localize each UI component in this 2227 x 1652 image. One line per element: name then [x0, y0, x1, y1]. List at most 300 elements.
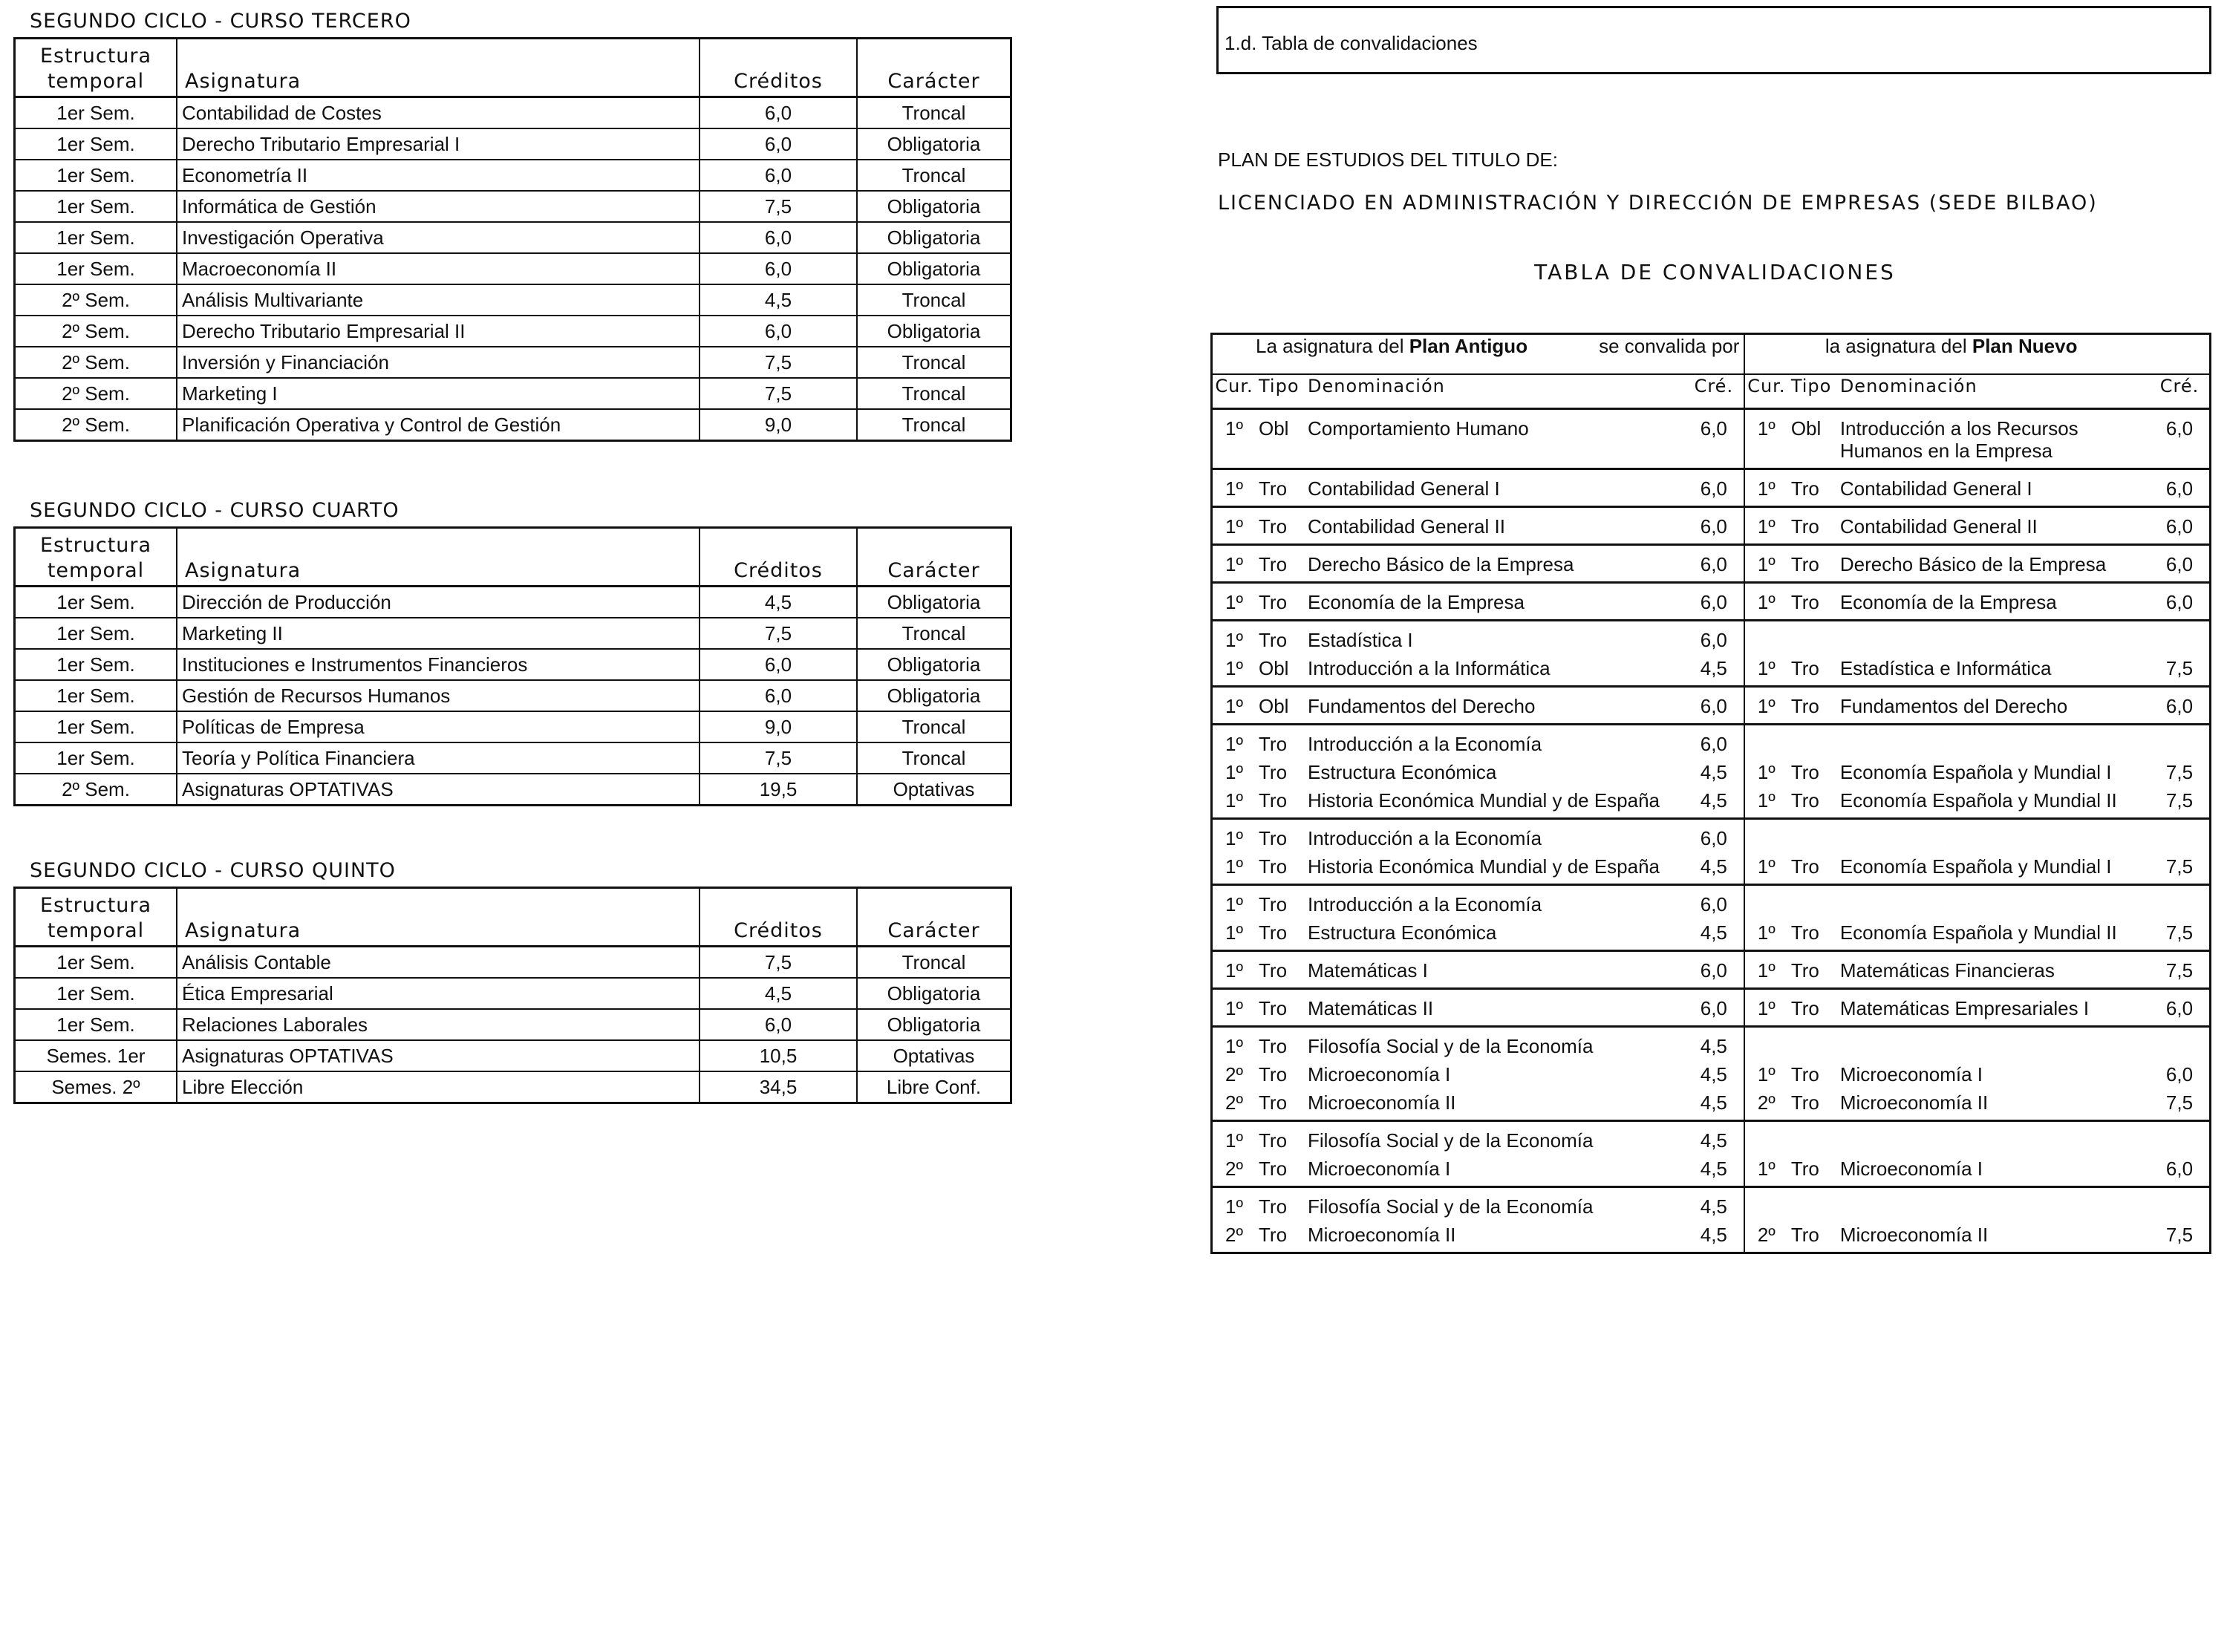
- subject-tipo: Tro: [1790, 591, 1819, 613]
- cell-semestre: 1er Sem.: [56, 591, 135, 613]
- subject-creditos: 4,5: [1700, 1063, 1727, 1085]
- convalidation-header-row: [1212, 334, 2211, 375]
- subject-line: [1745, 921, 2209, 944]
- subject-denominacion: Estadística e Informática: [1839, 657, 2052, 679]
- subject-line: [1745, 591, 2209, 613]
- cell-asignatura: Marketing II: [177, 618, 700, 649]
- subject-curso: 2º: [1757, 1224, 1776, 1246]
- subject-line: [1745, 1158, 2209, 1180]
- new-subjects-cell: [1744, 1187, 2211, 1253]
- table-row: [15, 222, 1011, 253]
- course-table: [13, 37, 1012, 442]
- subject-tipo: Tro: [1259, 1158, 1288, 1180]
- subject-tipo: Tro: [1790, 1063, 1819, 1085]
- subject-creditos: 6,0: [1700, 695, 1727, 717]
- subject-creditos: 6,0: [2165, 591, 2194, 613]
- subject-line: [1213, 893, 1744, 915]
- header-new-bold: Plan Nuevo: [1972, 335, 2078, 357]
- subject-tipo: Tro: [1259, 733, 1288, 755]
- subject-line: [1745, 1224, 2209, 1246]
- subject-tipo: Tro: [1790, 1224, 1819, 1246]
- header-new-prefix: la asignatura del: [1825, 335, 1972, 357]
- subheader-line: [1745, 375, 2209, 397]
- subject-curso: 1º: [1757, 1158, 1776, 1180]
- subject-tipo: Tro: [1259, 1035, 1288, 1057]
- subject-denominacion: Matemáticas II: [1308, 997, 1434, 1019]
- cell-caracter: Obligatoria: [857, 649, 1011, 680]
- subject-denominacion: Microeconomía I: [1308, 1158, 1451, 1180]
- subject-curso: 2º: [1225, 1158, 1243, 1180]
- convalidation-row: [1212, 951, 2211, 989]
- cell-semestre: 1er Sem.: [56, 102, 135, 124]
- subject-denominacion: Filosofía Social y de la Economía: [1308, 1129, 1594, 1152]
- subject-curso: 1º: [1225, 733, 1243, 755]
- cell-semestre: 1er Sem.: [15, 191, 177, 222]
- subject-denominacion: Economía de la Empresa: [1839, 591, 2057, 613]
- subject-line: [1213, 477, 1744, 500]
- subject-curso: 1º: [1757, 553, 1776, 575]
- subject-creditos: 4,5: [1700, 855, 1727, 878]
- convalidation-row: [1212, 687, 2211, 725]
- table-row: [15, 284, 1011, 316]
- subject-tipo: Obl: [1259, 417, 1289, 440]
- cell-semestre: 2º Sem.: [15, 409, 177, 441]
- subject-denominacion: Filosofía Social y de la Economía: [1308, 1035, 1594, 1057]
- subject-tipo: Tro: [1259, 959, 1288, 982]
- cell-semestre: 2º Sem.: [15, 347, 177, 378]
- subject-tipo: Tro: [1790, 553, 1819, 575]
- subject-line: [1213, 1195, 1744, 1218]
- subject-line: [1745, 959, 2209, 982]
- old-subjects-cell: [1212, 687, 1744, 725]
- header-old-bold: Plan Antiguo: [1409, 335, 1528, 357]
- cell-semestre: 1er Sem.: [15, 649, 177, 680]
- subject-curso: 1º: [1225, 553, 1243, 575]
- subject-line: [1213, 733, 1744, 755]
- subject-line: [1213, 1129, 1744, 1152]
- subject-creditos: 7,5: [2165, 657, 2194, 679]
- subject-curso: 1º: [1757, 789, 1776, 812]
- cell-semestre: 1er Sem.: [15, 128, 177, 160]
- subject-denominacion: Contabilidad General II: [1308, 515, 1505, 538]
- cell-semestre: 1er Sem.: [15, 618, 177, 649]
- subject-creditos: 4,5: [1700, 1224, 1727, 1246]
- table-title: TABLA DE CONVALIDACIONES: [1534, 260, 1896, 284]
- subject-tipo: Tro: [1259, 893, 1288, 915]
- subject-line: [1745, 855, 2209, 878]
- header-mid: se convalida por: [1599, 335, 1740, 357]
- table-row: [15, 378, 1011, 409]
- subject-line: [1745, 761, 2209, 783]
- table-row: [15, 128, 1011, 160]
- table-row: [15, 978, 1011, 1009]
- sub-cre: Cré.: [2159, 376, 2200, 396]
- header-estructura-line1: Estructura: [39, 894, 152, 917]
- cell-caracter: Troncal: [857, 284, 1011, 316]
- cell-creditos: 4,5: [700, 284, 857, 316]
- cell-caracter: Troncal: [857, 378, 1011, 409]
- subject-curso: 1º: [1225, 629, 1243, 651]
- subject-denominacion: Microeconomía I: [1308, 1063, 1451, 1085]
- cell-creditos: 6,0: [700, 222, 857, 253]
- cell-creditos: 34,5: [700, 1071, 857, 1103]
- subject-line: [1213, 1063, 1744, 1085]
- subject-curso: 1º: [1225, 893, 1243, 915]
- old-subjects-cell: [1212, 507, 1744, 545]
- subject-denominacion: Matemáticas Financieras: [1839, 959, 2055, 982]
- header-estructura: [15, 888, 177, 947]
- sub-tipo: Tipo: [1259, 376, 1300, 396]
- cell-asignatura: Derecho Tributario Empresarial II: [177, 316, 700, 347]
- course-table: [13, 526, 1012, 806]
- subject-line: [1213, 789, 1744, 812]
- subject-line: [1745, 997, 2209, 1019]
- old-subjects-cell: [1212, 885, 1744, 951]
- subject-denominacion: Microeconomía I: [1839, 1158, 1983, 1180]
- cell-caracter: Troncal: [857, 160, 1011, 191]
- subject-curso: 1º: [1225, 761, 1243, 783]
- subject-tipo: Tro: [1259, 761, 1288, 783]
- cell-creditos: 6,0: [700, 160, 857, 191]
- subject-denominacion: Comportamiento Humano: [1308, 417, 1529, 440]
- convalidation-row: [1212, 469, 2211, 507]
- subject-denominacion: Derecho Básico de la Empresa: [1308, 553, 1574, 575]
- section-heading-box: [1216, 6, 2211, 74]
- old-subjects-cell: [1212, 725, 1744, 819]
- cell-creditos: 4,5: [700, 587, 857, 618]
- table-body: [15, 97, 1011, 441]
- subject-creditos: 7,5: [2165, 1091, 2194, 1114]
- subheader-new: [1744, 374, 2211, 409]
- new-subjects-cell: [1744, 819, 2211, 885]
- new-subjects-cell: [1744, 545, 2211, 583]
- subject-creditos: 7,5: [2165, 959, 2194, 982]
- subject-creditos: 4,5: [1700, 1035, 1727, 1057]
- subject-denominacion: Estructura Económica: [1308, 921, 1497, 944]
- cell-caracter: Obligatoria: [857, 316, 1011, 347]
- cell-creditos: 7,5: [700, 191, 857, 222]
- cell-asignatura: Ética Empresarial: [177, 978, 700, 1009]
- subject-line: [1213, 959, 1744, 982]
- subject-curso: 1º: [1757, 417, 1776, 440]
- cell-creditos: 7,5: [700, 947, 857, 979]
- header-old-plan: [1212, 334, 1744, 375]
- cell-semestre: 2º Sem.: [15, 378, 177, 409]
- subject-denominacion: Economía Española y Mundial I: [1839, 761, 2112, 783]
- subject-denominacion: Historia Económica Mundial y de España: [1308, 789, 1660, 812]
- subject-curso: 1º: [1225, 1129, 1243, 1152]
- cell-creditos: 9,0: [700, 711, 857, 742]
- subject-denominacion: Economía de la Empresa: [1308, 591, 1525, 613]
- subject-curso: 2º: [1225, 1091, 1243, 1114]
- table-row: [15, 97, 1011, 129]
- table-row: [15, 587, 1011, 618]
- table-header-row: [15, 528, 1011, 587]
- old-subjects-cell: [1212, 545, 1744, 583]
- subheader-line: [1213, 375, 1744, 397]
- header-estructura-line2: temporal: [47, 919, 145, 942]
- subject-tipo: Tro: [1259, 997, 1288, 1019]
- subject-creditos: 6,0: [2165, 695, 2194, 717]
- table-row: [15, 649, 1011, 680]
- old-subjects-cell: [1212, 1027, 1744, 1121]
- header-asignatura: Asignatura: [177, 888, 700, 947]
- subject-line: [1213, 1035, 1744, 1057]
- subject-creditos: 6,0: [1700, 893, 1727, 915]
- subject-curso: 1º: [1225, 417, 1243, 440]
- subject-curso: 1º: [1225, 591, 1243, 613]
- subject-line: [1213, 827, 1744, 849]
- subject-denominacion: Economía Española y Mundial II: [1839, 789, 2117, 812]
- subject-line: [1213, 1158, 1744, 1180]
- course-block-quinto: [13, 860, 1012, 1104]
- subject-line: [1745, 477, 2209, 500]
- cell-caracter: Obligatoria: [857, 1009, 1011, 1040]
- convalidation-subheader-row: [1212, 374, 2211, 409]
- subject-curso: 1º: [1757, 761, 1776, 783]
- subject-curso: 2º: [1757, 1091, 1776, 1114]
- subject-line: [1213, 657, 1744, 679]
- subject-denominacion: Microeconomía I: [1839, 1063, 1983, 1085]
- subject-tipo: Tro: [1790, 657, 1819, 679]
- subject-creditos: 6,0: [1700, 629, 1727, 651]
- new-subjects-cell: [1744, 951, 2211, 989]
- cell-asignatura: Políticas de Empresa: [177, 711, 700, 742]
- cell-semestre: Semes. 2º: [15, 1071, 177, 1103]
- subject-curso: 1º: [1757, 515, 1776, 538]
- table-row: [15, 253, 1011, 284]
- table-body: [15, 587, 1011, 806]
- sub-tipo: Tipo: [1790, 376, 1832, 396]
- cell-semestre: 1er Sem.: [15, 253, 177, 284]
- convalidation-row: [1212, 621, 2211, 687]
- sub-cur: Cur.: [1747, 376, 1786, 396]
- subject-line: [1213, 629, 1744, 651]
- sub-den: Denominación: [1839, 376, 1977, 396]
- subject-line: [1213, 553, 1744, 575]
- subject-tipo: Tro: [1259, 1091, 1288, 1114]
- cell-caracter: Optativas: [857, 1040, 1011, 1071]
- subject-tipo: Tro: [1259, 629, 1288, 651]
- table-row: [15, 947, 1011, 979]
- subject-tipo: Tro: [1259, 1063, 1288, 1085]
- cell-asignatura: Análisis Multivariante: [177, 284, 700, 316]
- subject-line: [1745, 1063, 2209, 1085]
- subject-creditos: 6,0: [1700, 997, 1727, 1019]
- cell-creditos: 9,0: [700, 409, 857, 441]
- header-estructura-line2: temporal: [47, 559, 145, 582]
- subject-creditos: 6,0: [1700, 591, 1727, 613]
- old-subjects-cell: [1212, 621, 1744, 687]
- subject-curso: 1º: [1225, 477, 1243, 500]
- convalidation-row: [1212, 1027, 2211, 1121]
- subject-creditos: 7,5: [2165, 921, 2194, 944]
- convalidation-row: [1212, 1187, 2211, 1253]
- subject-denominacion: Filosofía Social y de la Economía: [1308, 1195, 1594, 1218]
- convalidation-row: [1212, 545, 2211, 583]
- old-subjects-cell: [1212, 1121, 1744, 1187]
- subject-tipo: Tro: [1259, 855, 1288, 878]
- cell-asignatura: Instituciones e Instrumentos Financieros: [177, 649, 700, 680]
- subject-denominacion: Fundamentos del Derecho: [1839, 695, 2068, 717]
- new-subjects-cell: [1744, 989, 2211, 1027]
- subject-line: [1213, 515, 1744, 538]
- cell-caracter: Obligatoria: [857, 128, 1011, 160]
- header-creditos: Créditos: [700, 888, 857, 947]
- subject-line: [1745, 695, 2209, 717]
- header-estructura: [15, 39, 177, 97]
- table-row: [15, 191, 1011, 222]
- cell-semestre: 2º Sem.: [15, 284, 177, 316]
- table-row: [15, 1009, 1011, 1040]
- subject-tipo: Tro: [1259, 1195, 1288, 1218]
- subject-denominacion: Historia Económica Mundial y de España: [1308, 855, 1660, 878]
- cell-asignatura: Investigación Operativa: [177, 222, 700, 253]
- subject-curso: 1º: [1757, 959, 1776, 982]
- cell-semestre: 1er Sem.: [15, 160, 177, 191]
- header-estructura-line2: temporal: [47, 70, 145, 93]
- new-subjects-cell: [1744, 687, 2211, 725]
- cell-asignatura: Informática de Gestión: [177, 191, 700, 222]
- cell-creditos: 19,5: [700, 774, 857, 806]
- new-subjects-cell: [1744, 621, 2211, 687]
- subject-line: [1745, 417, 2209, 462]
- cell-caracter: Optativas: [857, 774, 1011, 806]
- subject-curso: 1º: [1225, 657, 1243, 679]
- cell-caracter: Obligatoria: [857, 680, 1011, 711]
- convalidation-row: [1212, 725, 2211, 819]
- table-row: [15, 711, 1011, 742]
- cell-asignatura: Asignaturas OPTATIVAS: [177, 1040, 700, 1071]
- cell-creditos: 7,5: [700, 618, 857, 649]
- course-title: SEGUNDO CICLO - CURSO TERCERO: [30, 10, 411, 33]
- convalidation-row: [1212, 583, 2211, 621]
- cell-caracter: Troncal: [857, 618, 1011, 649]
- subject-creditos: 6,0: [2165, 553, 2194, 575]
- old-subjects-cell: [1212, 951, 1744, 989]
- cell-creditos: 7,5: [700, 378, 857, 409]
- subject-curso: 1º: [1757, 657, 1776, 679]
- subject-creditos: 6,0: [1700, 553, 1727, 575]
- cell-asignatura: Macroeconomía II: [177, 253, 700, 284]
- cell-caracter: Obligatoria: [857, 253, 1011, 284]
- cell-asignatura: Dirección de Producción: [177, 587, 700, 618]
- subject-line: [1745, 515, 2209, 538]
- cell-caracter: Libre Conf.: [857, 1071, 1011, 1103]
- convalidation-body: [1212, 334, 2211, 1253]
- convalidation-row: [1212, 1121, 2211, 1187]
- old-subjects-cell: [1212, 409, 1744, 469]
- cell-creditos: 10,5: [700, 1040, 857, 1071]
- new-subjects-cell: [1744, 469, 2211, 507]
- subject-creditos: 4,5: [1700, 1129, 1727, 1152]
- subject-curso: 1º: [1225, 959, 1243, 982]
- subject-curso: 1º: [1757, 695, 1776, 717]
- subject-denominacion: Contabilidad General I: [1839, 477, 2032, 500]
- subject-denominacion: Microeconomía II: [1839, 1091, 1989, 1114]
- convalidation-row: [1212, 507, 2211, 545]
- subject-curso: 2º: [1225, 1224, 1243, 1246]
- subject-tipo: Tro: [1259, 591, 1288, 613]
- subject-denominacion: Estructura Económica: [1308, 761, 1497, 783]
- table-row: [15, 1071, 1011, 1103]
- course-title: SEGUNDO CICLO - CURSO CUARTO: [30, 499, 400, 522]
- subject-line: [1745, 789, 2209, 812]
- subject-tipo: Tro: [1259, 477, 1288, 500]
- cell-asignatura: Relaciones Laborales: [177, 1009, 700, 1040]
- subject-curso: 1º: [1757, 921, 1776, 944]
- subject-denominacion: Derecho Básico de la Empresa: [1839, 553, 2107, 575]
- header-old-prefix: La asignatura del: [1256, 335, 1409, 357]
- table-row: [15, 316, 1011, 347]
- header-estructura-line1: Estructura: [39, 534, 152, 557]
- subject-creditos: 6,0: [1700, 515, 1727, 538]
- subject-curso: 1º: [1225, 1195, 1243, 1218]
- subject-creditos: 4,5: [1700, 1158, 1727, 1180]
- table-row: [15, 160, 1011, 191]
- old-subjects-cell: [1212, 583, 1744, 621]
- section-label: 1.d. Tabla de convalidaciones: [1225, 32, 1478, 54]
- subject-denominacion: Introducción a los Recursos Humanos en la Empresa: [1839, 417, 2078, 462]
- cell-creditos: 6,0: [700, 680, 857, 711]
- header-asignatura: Asignatura: [177, 39, 700, 97]
- subject-tipo: Tro: [1259, 921, 1288, 944]
- subject-denominacion: Fundamentos del Derecho: [1308, 695, 1536, 717]
- convalidation-row: [1212, 885, 2211, 951]
- subject-curso: 1º: [1225, 827, 1243, 849]
- subject-curso: 1º: [1225, 855, 1243, 878]
- subject-tipo: Tro: [1790, 959, 1819, 982]
- subject-denominacion: Introducción a la Informática: [1308, 657, 1551, 679]
- subject-denominacion: Economía Española y Mundial II: [1839, 921, 2117, 944]
- subject-curso: 1º: [1757, 477, 1776, 500]
- table-row: [15, 347, 1011, 378]
- subject-denominacion: Introducción a la Economía: [1308, 827, 1542, 849]
- header-creditos: Créditos: [700, 528, 857, 587]
- subject-tipo: Obl: [1259, 657, 1289, 679]
- subject-denominacion: Contabilidad General II: [1839, 515, 2038, 538]
- cell-creditos: 6,0: [700, 316, 857, 347]
- old-subjects-cell: [1212, 989, 1744, 1027]
- cell-asignatura: Gestión de Recursos Humanos: [177, 680, 700, 711]
- cell-asignatura: Asignaturas OPTATIVAS: [177, 774, 700, 806]
- convalidation-row: [1212, 989, 2211, 1027]
- degree-title: LICENCIADO EN ADMINISTRACIÓN Y DIRECCIÓN DE EMPRESAS (SEDE BILBAO): [1218, 192, 2098, 215]
- cell-semestre: 1er Sem.: [56, 951, 135, 973]
- old-subjects-cell: [1212, 1187, 1744, 1253]
- subject-tipo: Tro: [1790, 921, 1819, 944]
- subject-tipo: Tro: [1790, 695, 1819, 717]
- cell-semestre: 2º Sem.: [15, 774, 177, 806]
- subject-line: [1745, 553, 2209, 575]
- table-row: [15, 409, 1011, 441]
- cell-caracter: Obligatoria: [857, 978, 1011, 1009]
- subject-creditos: 4,5: [1700, 761, 1727, 783]
- subject-line: [1213, 1224, 1744, 1246]
- header-estructura: [15, 528, 177, 587]
- subject-denominacion: Introducción a la Economía: [1308, 893, 1542, 915]
- subject-creditos: 6,0: [2165, 477, 2194, 500]
- subject-curso: 1º: [1757, 855, 1776, 878]
- subject-tipo: Tro: [1790, 997, 1819, 1019]
- new-subjects-cell: [1744, 1121, 2211, 1187]
- sub-den: Denominación: [1308, 376, 1445, 396]
- header-new-plan: [1744, 334, 2211, 375]
- new-subjects-cell: [1744, 583, 2211, 621]
- cell-semestre: 1er Sem.: [15, 222, 177, 253]
- subject-line: [1213, 855, 1744, 878]
- course-block-tercero: [13, 10, 1012, 442]
